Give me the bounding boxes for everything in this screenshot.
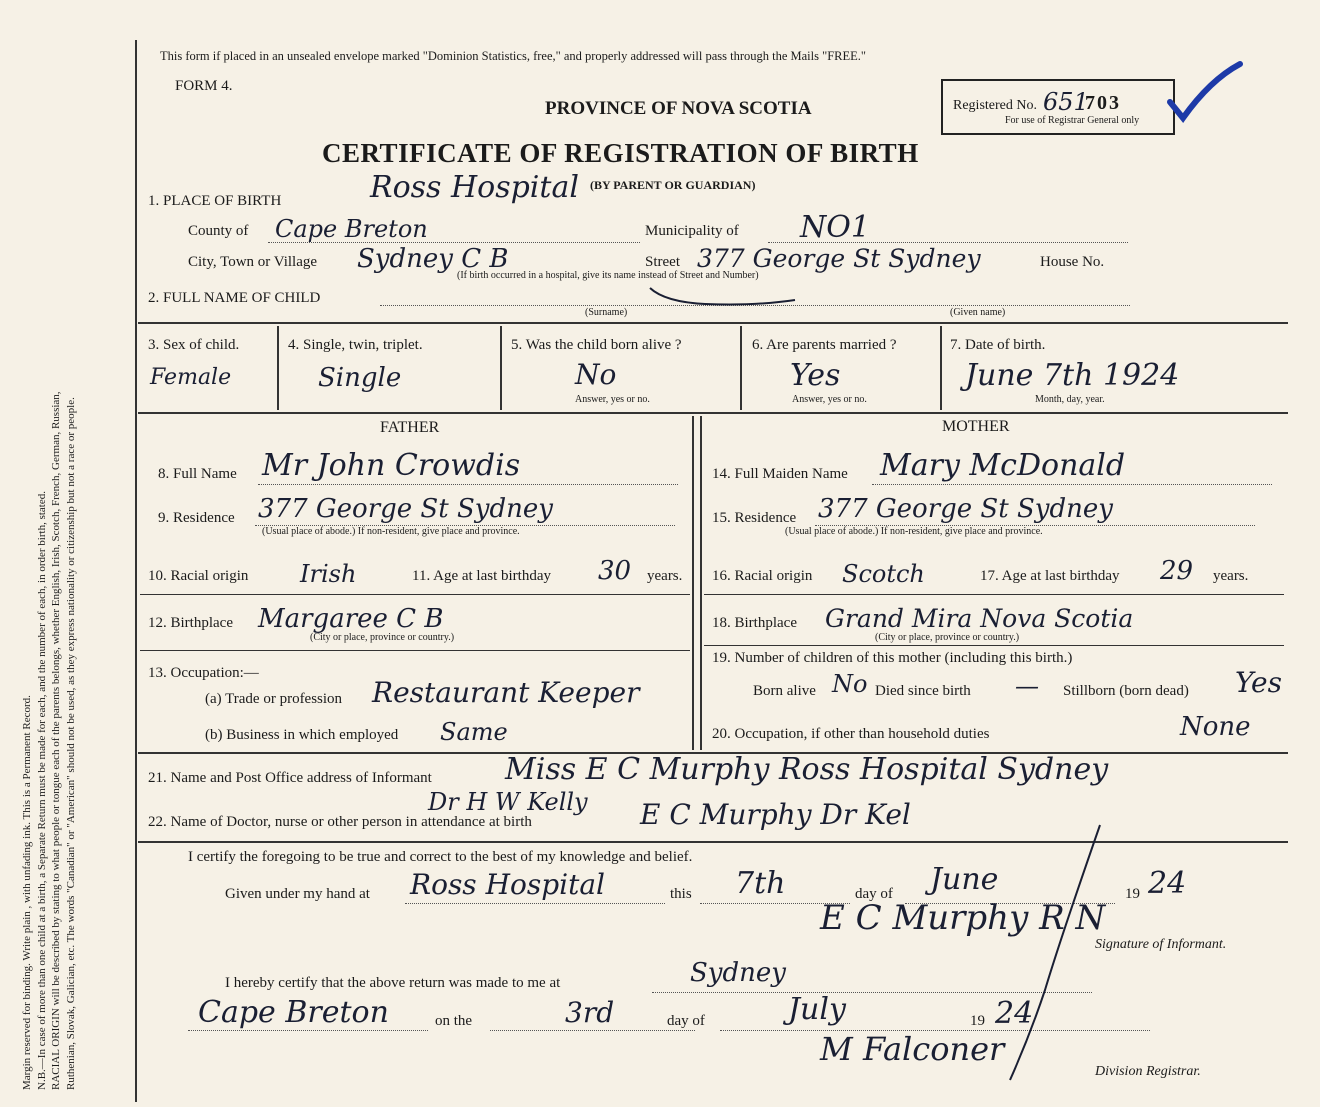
margin-note-3: RACIAL ORIGIN will be described by stating to what people or tongue each of the parents belongs, whether English, Irish, Scotch, French, German, Russian, xyxy=(50,391,62,1090)
municipality-label: Municipality of xyxy=(645,223,739,239)
date-of-birth-value: June 7th 1924 xyxy=(965,358,1180,393)
street-label: Street xyxy=(645,254,680,270)
born-alive-count-value: No xyxy=(832,670,868,698)
street-value: 377 George St Sydney xyxy=(697,244,981,273)
father-birthplace-note: (City or place, province or country.) xyxy=(310,632,455,643)
certificate-subtitle: (BY PARENT OR GUARDIAN) xyxy=(590,178,756,192)
pen-stroke-decoration xyxy=(950,820,1110,1090)
certify-day-of-label: day of xyxy=(855,886,893,902)
child-name-dash xyxy=(645,280,805,320)
parents-divider-a xyxy=(692,416,694,750)
registrar-county-line xyxy=(188,1030,428,1031)
father-race-label: 10. Racial origin xyxy=(148,568,249,584)
rule-father-bp xyxy=(140,594,690,595)
mother-years-label: years. xyxy=(1213,568,1249,584)
registered-number-handwritten: 651 xyxy=(1043,88,1089,116)
stillborn-label: Stillborn (born dead) xyxy=(1063,683,1189,699)
check-mark-icon xyxy=(1165,60,1245,130)
father-residence-value: 377 George St Sydney xyxy=(258,494,553,524)
surname-note: (Surname) xyxy=(585,307,628,318)
mother-birthplace-note: (City or place, province or country.) xyxy=(875,632,1020,643)
this-label: this xyxy=(670,886,692,902)
place-of-birth-value: Ross Hospital xyxy=(370,170,579,205)
born-alive-note: Answer, yes or no. xyxy=(575,394,650,405)
province-heading: PROVINCE OF NOVA SCOTIA xyxy=(545,98,812,119)
given-under-hand-label: Given under my hand at xyxy=(225,886,370,902)
father-abode-note: (Usual place of abode.) If non-resident, give place and province. xyxy=(262,526,520,537)
rule-mother-bp xyxy=(704,594,1284,595)
rule-row3-bottom xyxy=(138,412,1288,414)
row3-divider-1 xyxy=(277,326,279,410)
certificate-title: CERTIFICATE OF REGISTRATION OF BIRTH xyxy=(322,138,919,168)
left-border xyxy=(135,40,137,1102)
margin-note-1: Margin reserved for binding. Write plain , with unfading ink. This is a Permanent Record. xyxy=(21,695,33,1090)
informant-value: Miss E C Murphy Ross Hospital Sydney xyxy=(505,752,1109,787)
registrar-signature-label: Division Registrar. xyxy=(1095,1064,1201,1079)
father-years-label: years. xyxy=(647,568,683,584)
registrar-day-of-label: day of xyxy=(667,1013,705,1029)
rule-father-occ xyxy=(140,650,690,651)
father-birthplace-value: Margaree C B xyxy=(258,604,444,634)
registrar-month-value: July xyxy=(788,992,846,1027)
stillborn-value: Yes xyxy=(1235,666,1282,699)
child-name-label: 2. FULL NAME OF CHILD xyxy=(148,290,321,306)
father-business-value: Same xyxy=(440,718,508,746)
died-since-birth-label: Died since birth xyxy=(875,683,971,699)
margin-note-4: Ruthenian, Slovak, Galician, etc. The words "Canadian" or "American" should not be used, as they express nationality or citizenship but not a race or people. xyxy=(64,397,77,1090)
county-value: Cape Breton xyxy=(275,215,428,243)
row3-divider-2 xyxy=(500,326,502,410)
given-name-note: (Given name) xyxy=(950,307,1006,318)
city-value: Sydney C B xyxy=(357,244,509,274)
row3-divider-3 xyxy=(740,326,742,410)
doctor-value: E C Murphy Dr Kel xyxy=(640,798,911,831)
mother-birthplace-label: 18. Birthplace xyxy=(712,615,797,631)
row3-divider-4 xyxy=(940,326,942,410)
certify-month-value: June xyxy=(930,862,999,897)
registrar-day-line xyxy=(490,1030,695,1031)
margin-notes xyxy=(20,30,78,1090)
father-trade-value: Restaurant Keeper xyxy=(372,676,640,709)
mother-occupation-label: 20. Occupation, if other than household duties xyxy=(712,726,990,742)
registrar-note: For use of Registrar General only xyxy=(1005,115,1140,126)
father-name-label: 8. Full Name xyxy=(158,466,237,482)
born-alive-value: No xyxy=(575,358,617,391)
father-birthplace-label: 12. Birthplace xyxy=(148,615,233,631)
county-label: County of xyxy=(188,223,249,239)
sex-value: Female xyxy=(150,365,232,390)
rule-mother-children xyxy=(704,645,1284,646)
doctor-name-above: Dr H W Kelly xyxy=(428,788,588,816)
mother-occupation-value: None xyxy=(1180,712,1251,742)
father-name-line xyxy=(258,484,678,485)
hospital-note: (If birth occurred in a hospital, give its name instead of Street and Number) xyxy=(457,270,759,281)
rule-doctor-bottom xyxy=(138,841,1288,843)
parents-married-value: Yes xyxy=(790,358,841,393)
date-of-birth-label: 7. Date of birth. xyxy=(950,337,1046,353)
registered-label: Registered No. xyxy=(953,98,1037,113)
margin-note-2: N.B.—In case of more than one child at a birth, a Separate Return must be made for each, and the number of each, in order birth, stated. xyxy=(35,491,48,1090)
died-since-birth-value: — xyxy=(1015,672,1039,700)
father-heading: FATHER xyxy=(380,419,440,436)
parents-married-note: Answer, yes or no. xyxy=(792,394,867,405)
mother-age-value: 29 xyxy=(1160,556,1194,586)
date-format-note: Month, day, year. xyxy=(1035,394,1105,405)
municipality-value: NO1 xyxy=(800,210,870,245)
born-alive-count-label: Born alive xyxy=(753,683,816,699)
informant-signature: E C Murphy R N xyxy=(820,898,1106,938)
born-alive-label: 5. Was the child born alive ? xyxy=(511,337,682,353)
parents-married-label: 6. Are parents married ? xyxy=(752,337,897,353)
father-business-label: (b) Business in which employed xyxy=(205,727,399,743)
mother-residence-value: 377 George St Sydney xyxy=(818,494,1113,524)
registrar-year-prefix: 19 xyxy=(970,1013,985,1029)
mother-birthplace-value: Grand Mira Nova Scotia xyxy=(825,604,1134,633)
registrar-place-value: Sydney xyxy=(690,958,786,988)
mother-age-label: 17. Age at last birthday xyxy=(980,568,1120,584)
mother-race-label: 16. Racial origin xyxy=(712,568,813,584)
father-age-label: 11. Age at last birthday xyxy=(412,568,551,584)
city-label: City, Town or Village xyxy=(188,254,318,270)
registrar-signature: M Falconer xyxy=(820,1030,1005,1068)
father-trade-label: (a) Trade or profession xyxy=(205,691,343,707)
mother-residence-label: 15. Residence xyxy=(712,510,797,526)
children-count-label: 19. Number of children of this mother (including this birth.) xyxy=(712,650,1073,666)
multiple-birth-value: Single xyxy=(318,363,402,393)
certify-statement: I certify the foregoing to be true and correct to the best of my knowledge and belief. xyxy=(188,849,693,865)
certify-year-prefix: 19 xyxy=(1125,886,1140,902)
informant-signature-label: Signature of Informant. xyxy=(1095,937,1227,952)
registrar-day-value: 3rd xyxy=(565,996,615,1029)
given-place-value: Ross Hospital xyxy=(410,868,606,901)
registrar-on-label: on the xyxy=(435,1013,473,1029)
given-place-line xyxy=(405,903,665,904)
mother-name-label: 14. Full Maiden Name xyxy=(712,466,848,482)
registered-number-printed: 703 xyxy=(1085,92,1121,114)
doctor-label: 22. Name of Doctor, nurse or other person in attendance at birth xyxy=(148,814,532,830)
mail-notice: This form if placed in an unsealed envelope marked "Dominion Statistics, free," and properly addressed will pass through the Mails "FREE." xyxy=(160,49,867,63)
mother-name-line xyxy=(872,484,1272,485)
parents-divider-b xyxy=(700,416,702,750)
mother-race-value: Scotch xyxy=(842,560,925,588)
place-of-birth-label: 1. PLACE OF BIRTH xyxy=(148,193,282,209)
father-name-value: Mr John Crowdis xyxy=(262,448,521,483)
mother-abode-note: (Usual place of abode.) If non-resident, give place and province. xyxy=(785,526,1043,537)
registrar-year-value: 24 xyxy=(995,996,1034,1031)
certify-day-value: 7th xyxy=(735,866,786,901)
sex-label: 3. Sex of child. xyxy=(148,337,240,353)
father-age-value: 30 xyxy=(598,556,632,586)
multiple-birth-label: 4. Single, twin, triplet. xyxy=(288,337,423,353)
certify-year-value: 24 xyxy=(1148,866,1187,901)
registrar-statement: I hereby certify that the above return was made to me at xyxy=(225,975,561,991)
form-number: FORM 4. xyxy=(175,78,233,94)
mother-name-value: Mary McDonald xyxy=(880,448,1126,483)
house-number-label: House No. xyxy=(1040,254,1105,270)
father-occupation-label: 13. Occupation:— xyxy=(148,665,259,681)
registrar-county-value: Cape Breton xyxy=(198,995,389,1030)
father-residence-label: 9. Residence xyxy=(158,510,235,526)
rule-row3-top xyxy=(138,322,1288,324)
mother-heading: MOTHER xyxy=(942,418,1010,435)
father-race-value: Irish xyxy=(300,560,357,588)
informant-label: 21. Name and Post Office address of Informant xyxy=(148,770,432,786)
